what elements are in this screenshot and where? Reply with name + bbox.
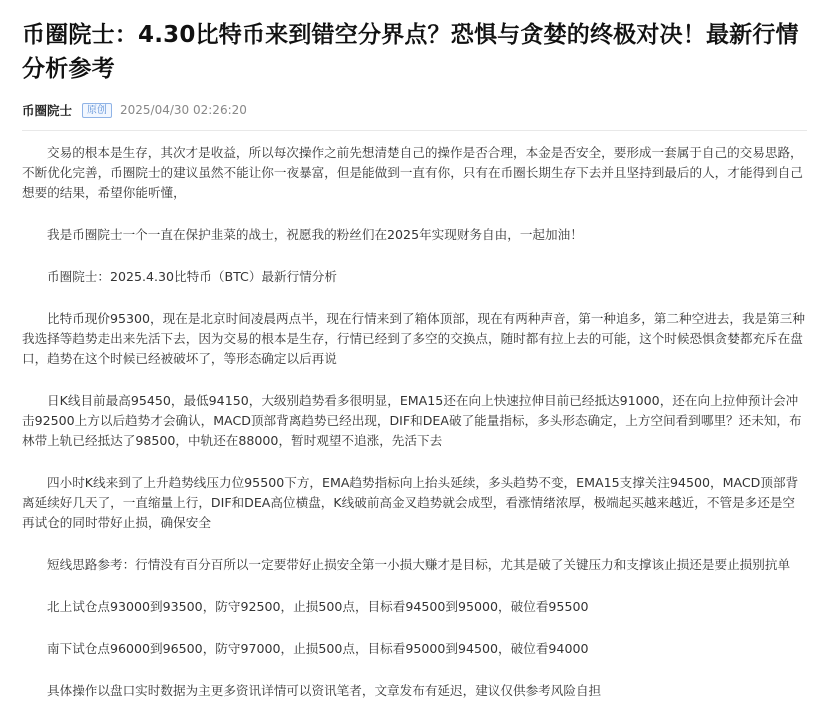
meta-divider	[22, 130, 807, 131]
paragraph-long-setup: 北上试仓点93000到93500，防守92500，止损500点，目标看94500到95000，破位看95500	[47, 599, 589, 614]
paragraph-4h-kline: 四小时K线来到了上升趋势线压力位95500下方，EMA趋势指标向上抬头延续，多头趋势不变，EMA15支撑关注94500，MACD顶部背离延续好几天了，一直缩量上行，DIF和DEA高位横盘，K线破前高金叉趋势就会成型，看涨情绪浓厚，极端起买越来越近，不管是多还是空再试仓的同时带好止损，确保安全	[22, 475, 799, 530]
original-badge: 原创	[82, 103, 112, 118]
paragraph-gap	[22, 533, 807, 555]
paragraph-gap	[22, 369, 807, 391]
article-meta	[22, 100, 807, 120]
paragraph-daily-kline: 日K线目前最高95450，最低94150，大级别趋势看多很明显，EMA15还在向上快速拉伸目前已经抵达91000，还在向上拉伸预计会冲击92500上方以后趋势才会确认，MACD顶部背离趋势已经出现，DIF和DEA破了能量指标，多头形态确定，上方空间看到哪里？还未知，布林带上轨已经抵达了98500，中轨还在88000，暂时观望不追涨，先活下去	[22, 393, 802, 448]
paragraph-gap	[22, 617, 807, 639]
article-body	[22, 143, 807, 701]
publish-date: 2025/04/30 02:26:20	[120, 103, 247, 117]
article-title: 币圈院士：4.30比特币来到错空分界点？恐惧与贪婪的终极对决！最新行情分析参考	[22, 22, 799, 82]
paragraph-disclaimer: 具体操作以盘口实时数据为主更多资讯详情可以资讯笔者，文章发布有延迟，建议仅供参考风险自担	[47, 683, 602, 698]
paragraph-current-price: 比特币现价95300，现在是北京时间凌晨两点半，现在行情来到了箱体顶部，现在有两种声音，第一种追多，第二种空进去，我是第三种我选择等趋势走出来先活下去，因为交易的根本是生存，行情已经到了多空的交换点，随时都有拉上去的可能，这个时候恐惧贪婪都充斥在盘口，趋势在这个时候已经被破坏了，等形态确定以后再说	[22, 311, 805, 366]
paragraph-gap	[22, 287, 807, 309]
paragraph-gap	[22, 575, 807, 597]
paragraph-author-note: 我是币圈院士一个一直在保护韭菜的战士，祝愿我的粉丝们在2025年实现财务自由，一起加油！	[47, 227, 583, 242]
paragraph-intro: 交易的根本是生存，其次才是收益，所以每次操作之前先想清楚自己的操作是否合理，本金是否安全，要形成一套属于自己的交易思路，不断优化完善，币圈院士的建议虽然不能让你一夜暴富，但是能做到一直有你，只有在币圈长期生存下去并且坚持到最后的人，才能得到自己想要的结果，希望你能听懂，	[22, 145, 803, 200]
paragraph-short-setup: 南下试仓点96000到96500，防守97000，止损500点，目标看95000到94500，破位看94000	[47, 641, 589, 656]
paragraph-short-term: 短线思路参考：行情没有百分百所以一定要带好止损安全第一小损大赚才是目标，尤其是破了关键压力和支撑该止损还是要止损别抗单	[47, 557, 791, 572]
paragraph-gap	[22, 203, 807, 225]
paragraph-analysis-heading: 币圈院士：2025.4.30比特币（BTC）最新行情分析	[47, 269, 337, 284]
author-name[interactable]: 币圈院士	[22, 103, 73, 118]
paragraph-gap	[22, 245, 807, 267]
paragraph-gap	[22, 451, 807, 473]
paragraph-gap	[22, 659, 807, 681]
